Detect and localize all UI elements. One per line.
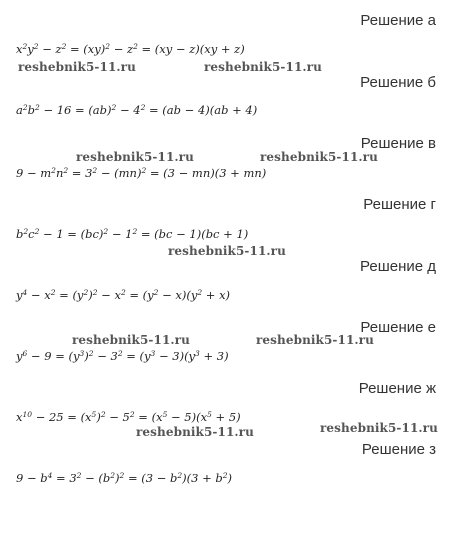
solution-heading-zh: Решение ж: [358, 380, 436, 397]
watermark: reshebnik5-11.ru: [168, 244, 286, 258]
formula-d: $y^4 - x^2 = (y^2)^2 - x^2 = (y^2 - x)(y^2 + x)$: [16, 288, 231, 302]
watermark: reshebnik5-11.ru: [320, 421, 438, 435]
solution-heading-g: Решение г: [363, 196, 436, 213]
formula-b: $a^2b^2 - 16 = (ab)^2 - 4^2 = (ab - 4)(ab + 4)$: [16, 103, 258, 117]
solution-heading-b: Решение б: [360, 74, 436, 91]
solution-heading-a: Решение а: [360, 12, 436, 29]
formula-v: $9 - m^2n^2 = 3^2 - (mn)^2 = (3 - mn)(3 + mn)$: [16, 166, 267, 180]
watermark: reshebnik5-11.ru: [256, 333, 374, 347]
watermark: reshebnik5-11.ru: [136, 425, 254, 439]
formula-a: $x^2y^2 - z^2 = (xy)^2 - z^2 = (xy - z)(xy + z)$: [16, 42, 245, 56]
solution-heading-v: Решение в: [360, 135, 436, 152]
watermark: reshebnik5-11.ru: [18, 60, 136, 74]
watermark: reshebnik5-11.ru: [260, 150, 378, 164]
watermark: reshebnik5-11.ru: [204, 60, 322, 74]
solution-heading-z: Решение з: [361, 441, 436, 458]
formula-z: $9 - b^4 = 3^2 - (b^2)^2 = (3 - b^2)(3 + b^2)$: [16, 471, 233, 485]
formula-e: $y^6 - 9 = (y^3)^2 - 3^2 = (y^3 - 3)(y^3 + 3)$: [16, 349, 229, 363]
watermark: reshebnik5-11.ru: [72, 333, 190, 347]
formula-g: $b^2c^2 - 1 = (bc)^2 - 1^2 = (bc - 1)(bc + 1)$: [16, 227, 249, 241]
watermark: reshebnik5-11.ru: [76, 150, 194, 164]
solution-heading-e: Решение е: [360, 319, 436, 336]
formula-zh: $x^{10} - 25 = (x^5)^2 - 5^2 = (x^5 - 5)(x^5 + 5)$: [16, 410, 241, 424]
solution-heading-d: Решение д: [360, 258, 436, 275]
